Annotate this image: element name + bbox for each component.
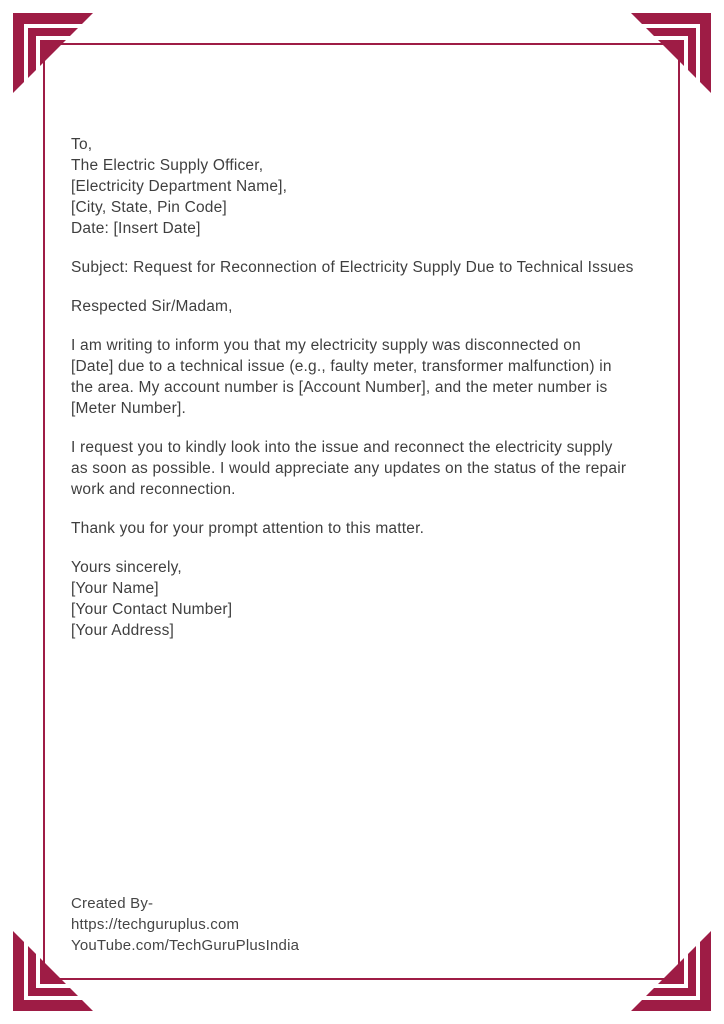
recipient-line: The Electric Supply Officer, <box>71 157 264 174</box>
corner-ornament-bottom-right-icon <box>631 931 711 1011</box>
body-line: as soon as possible. I would appreciate any updates on the status of the repair <box>71 460 627 477</box>
body-line: the area. My account number is [Account Number], and the meter number is <box>71 379 608 396</box>
body-line: [Date] due to a technical issue (e.g., faulty meter, transformer malfunction) in <box>71 358 612 375</box>
signoff-contact-placeholder: [Your Contact Number] <box>71 601 233 618</box>
salutation: Respected Sir/Madam, <box>71 298 233 315</box>
body-line: I am writing to inform you that my electricity supply was disconnected on <box>71 337 581 354</box>
corner-ornament-top-right-icon <box>631 13 711 93</box>
body-paragraph <box>71 437 671 500</box>
recipient-line: To, <box>71 136 93 153</box>
subject-line: Subject: Request for Reconnection of Electricity Supply Due to Technical Issues <box>71 259 634 276</box>
body-line: [Meter Number]. <box>71 400 186 417</box>
closing-thanks-line: Thank you for your prompt attention to this matter. <box>71 520 425 537</box>
signoff-address-placeholder: [Your Address] <box>71 622 175 639</box>
body-paragraph <box>71 335 671 419</box>
corner-ornament-top-left-icon <box>13 13 93 93</box>
body-line: I request you to kindly look into the issue and reconnect the electricity supply <box>71 439 613 456</box>
signoff-line: Yours sincerely, <box>71 559 182 576</box>
recipient-block <box>71 134 671 239</box>
letter-content <box>71 134 671 641</box>
recipient-line: [Electricity Department Name], <box>71 178 288 195</box>
date-line: Date: [Insert Date] <box>71 220 201 237</box>
recipient-line: [City, State, Pin Code] <box>71 199 227 216</box>
footer-credit <box>71 893 571 956</box>
footer-created-by-label: Created By- <box>71 895 154 912</box>
signoff-name-placeholder: [Your Name] <box>71 580 159 597</box>
footer-website-url: https://techguruplus.com <box>71 916 240 933</box>
signoff-block <box>71 557 671 641</box>
body-line: work and reconnection. <box>71 481 236 498</box>
footer-youtube-url: YouTube.com/TechGuruPlusIndia <box>71 937 300 954</box>
